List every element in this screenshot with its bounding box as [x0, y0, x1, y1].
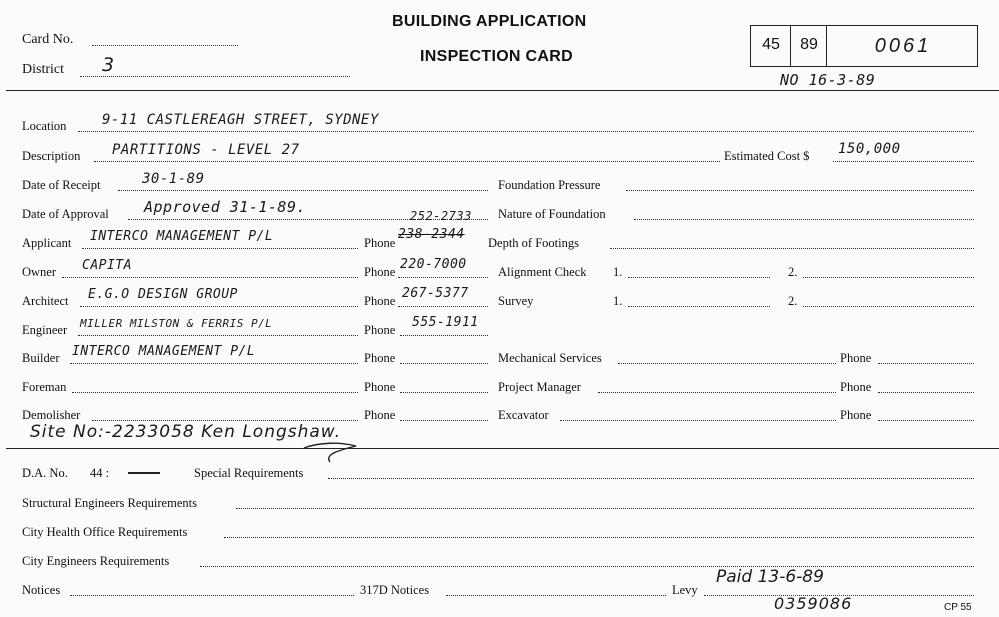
- engineer-phone-line: [400, 335, 488, 336]
- district-field: [80, 76, 350, 77]
- applicant-value[interactable]: INTERCO MANAGEMENT P/L: [90, 229, 274, 244]
- pm-phone-line: [878, 392, 974, 393]
- box-cell-year: 89: [800, 36, 818, 53]
- architect-phone-line: [398, 306, 488, 307]
- alignment-label: Alignment Check: [498, 265, 587, 279]
- description-label: Description: [22, 149, 81, 163]
- survey-1-label: 1.: [613, 294, 623, 308]
- architect-label: Architect: [22, 294, 69, 308]
- health-line: [224, 537, 974, 538]
- engineers-label: City Engineers Requirements: [22, 554, 170, 568]
- da-value[interactable]: 44 :: [90, 466, 110, 480]
- location-label: Location: [22, 119, 67, 133]
- owner-phone-line: [398, 277, 488, 278]
- card-no-field[interactable]: [92, 45, 238, 46]
- nature-foundation-label: Nature of Foundation: [498, 207, 606, 221]
- demolisher-line: [92, 420, 358, 421]
- excavator-line: [560, 420, 836, 421]
- date-approval-value[interactable]: Approved 31-1-89.: [144, 198, 307, 216]
- foundation-pressure-line: [626, 190, 974, 191]
- alignment-2-label: 2.: [788, 265, 798, 279]
- district-label: District: [22, 62, 64, 77]
- builder-phone-label: Phone: [364, 351, 396, 365]
- survey-2-label: 2.: [788, 294, 798, 308]
- district-value[interactable]: 3: [102, 54, 115, 76]
- survey-label: Survey: [498, 294, 534, 308]
- depth-footings-label: Depth of Footings: [488, 236, 579, 250]
- description-line: [94, 161, 720, 162]
- structural-label: Structural Engineers Requirements: [22, 496, 197, 510]
- mech-phone-label: Phone: [840, 351, 872, 365]
- notices-label: Notices: [22, 583, 61, 597]
- notices-317d-label: 317D Notices: [360, 583, 430, 597]
- foundation-pressure-label: Foundation Pressure: [498, 178, 601, 192]
- demolisher-label: Demolisher: [22, 408, 81, 422]
- special-label: Special Requirements: [194, 466, 304, 480]
- levy-label: Levy: [672, 583, 698, 597]
- pm-phone-label: Phone: [840, 380, 872, 394]
- da-label: D.A. No.: [22, 466, 68, 480]
- architect-value[interactable]: E.G.O DESIGN GROUP: [88, 287, 238, 302]
- notices-317d-line: [446, 595, 666, 596]
- levy-value[interactable]: Paid 13-6-89: [716, 567, 824, 587]
- structural-line: [236, 508, 974, 509]
- pm-line: [598, 392, 836, 393]
- location-value[interactable]: 9-11 CASTLEREAGH STREET, SYDNEY: [102, 112, 379, 128]
- engineer-phone-label: Phone: [364, 323, 396, 337]
- alignment-2-line: [803, 277, 974, 278]
- location-line: [78, 131, 974, 132]
- foreman-phone-label: Phone: [364, 380, 396, 394]
- foreman-label: Foreman: [22, 380, 67, 394]
- mech-phone-line: [878, 363, 974, 364]
- levy-receipt: 0359086: [774, 594, 853, 613]
- title-line2: INSPECTION CARD: [420, 48, 573, 65]
- engineer-label: Engineer: [22, 323, 68, 337]
- title-line1: BUILDING APPLICATION: [392, 13, 587, 30]
- special-line: [328, 478, 974, 479]
- survey-2-line: [803, 306, 974, 307]
- description-value[interactable]: PARTITIONS - LEVEL 27: [112, 142, 300, 158]
- architect-phone-value[interactable]: 267-5377: [402, 286, 469, 301]
- fields-rule: [6, 448, 999, 449]
- excavator-phone-line: [878, 420, 974, 421]
- box-cell-year-prefix: 45: [762, 36, 780, 53]
- notices-line: [70, 595, 354, 596]
- depth-footings-line: [610, 248, 974, 249]
- owner-line: [62, 277, 358, 278]
- nature-foundation-line: [634, 219, 974, 220]
- box-note: NO 16-3-89: [780, 71, 876, 89]
- health-label: City Health Office Requirements: [22, 525, 188, 539]
- box-cell-number[interactable]: 0061: [874, 35, 932, 57]
- builder-phone-line: [400, 363, 488, 364]
- mech-label: Mechanical Services: [498, 351, 602, 365]
- applicant-line: [82, 248, 358, 249]
- architect-line: [80, 306, 358, 307]
- demolisher-phone-label: Phone: [364, 408, 396, 422]
- foreman-phone-line: [400, 392, 488, 393]
- alignment-1-label: 1.: [613, 265, 623, 279]
- excavator-phone-label: Phone: [840, 408, 872, 422]
- date-receipt-line: [118, 190, 488, 191]
- alignment-1-line: [628, 277, 770, 278]
- owner-phone-value[interactable]: 220-7000: [400, 257, 467, 272]
- box-divider-1: [790, 25, 791, 67]
- da-dash-icon: [128, 472, 160, 474]
- owner-phone-label: Phone: [364, 265, 396, 279]
- mech-line: [618, 363, 836, 364]
- engineer-line: [78, 335, 358, 336]
- site-note-underline-icon: [300, 440, 360, 464]
- excavator-label: Excavator: [498, 408, 549, 422]
- survey-1-line: [628, 306, 770, 307]
- engineer-value[interactable]: MILLER MILSTON & FERRIS P/L: [80, 317, 273, 330]
- demolisher-phone-line: [400, 420, 488, 421]
- date-approval-label: Date of Approval: [22, 207, 109, 221]
- applicant-phone-alt: 252-2733: [410, 209, 472, 223]
- site-note[interactable]: Site No:-2233058 Ken Longshaw.: [30, 422, 342, 442]
- engineer-phone-value[interactable]: 555-1911: [412, 315, 479, 330]
- date-receipt-label: Date of Receipt: [22, 178, 101, 192]
- engineers-line: [200, 566, 974, 567]
- box-divider-2: [826, 25, 827, 67]
- architect-phone-label: Phone: [364, 294, 396, 308]
- applicant-phone-value[interactable]: 238-2344: [398, 227, 465, 242]
- builder-line: [70, 363, 358, 364]
- owner-label: Owner: [22, 265, 57, 279]
- card-no-label: Card No.: [22, 32, 74, 47]
- estimated-cost-label: Estimated Cost $: [724, 149, 810, 163]
- applicant-label: Applicant: [22, 236, 72, 250]
- estimated-cost-value[interactable]: 150,000: [838, 141, 901, 157]
- applicant-phone-label: Phone: [364, 236, 396, 250]
- builder-value[interactable]: INTERCO MANAGEMENT P/L: [72, 344, 256, 359]
- owner-value[interactable]: CAPITA: [82, 258, 132, 273]
- header-rule: [6, 90, 999, 91]
- estimated-cost-line: [833, 161, 974, 162]
- pm-label: Project Manager: [498, 380, 581, 394]
- builder-label: Builder: [22, 351, 60, 365]
- form-code: CP 55: [944, 602, 972, 613]
- foreman-line: [72, 392, 358, 393]
- date-receipt-value[interactable]: 30-1-89: [142, 171, 205, 187]
